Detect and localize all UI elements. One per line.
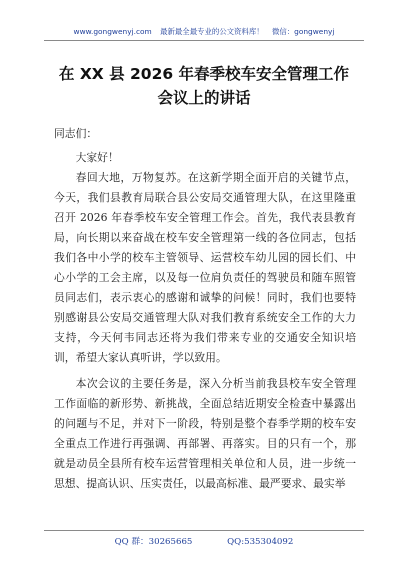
site-url-link[interactable]: www.gongwenyj.com xyxy=(73,27,152,36)
footer-divider xyxy=(44,530,364,531)
wechat-id: gongwenyj xyxy=(294,27,335,36)
salutation: 同志们： xyxy=(54,127,98,140)
wechat-contact xyxy=(272,27,334,36)
header-divider xyxy=(44,40,364,41)
document-body xyxy=(54,124,356,494)
title-line-2: 会议上的讲话 xyxy=(157,89,251,107)
qq-group-contact: QQ 群：30265665 xyxy=(114,537,193,547)
site-tagline: 最新最全最专业的公文资料库！ xyxy=(160,27,264,36)
paragraph-1: 春回大地，万物复苏。在这新学期全面开启的关键节点，今天，我们县教育局联合县公安局交通管理大队，在这里隆重召开 2026 年春季校车安全管理工作会。首先，我代表县教育局，向长期以来奋战在校车安全管理第一线的各位同志，包括我们各中小学的校车主管领导、运营校车幼儿园的园长们、中心小学的工会主席，以及每一位肩负责任的驾驶员和随车照管员同志们，表示衷心的感谢和诚挚的问候！同时，我们也要特别感谢县公安局交通管理大队对我们教育系统安全工作的大力支持，今天何韦同志还将为我们带来专业的交通安全知识培训，希望大家认真听讲，学以致用。 xyxy=(54,171,356,364)
document-title xyxy=(20,62,388,110)
page-header xyxy=(0,27,408,37)
qq-contact: QQ:535304092 xyxy=(227,537,294,547)
wechat-label: 微信： xyxy=(271,27,295,36)
page-footer xyxy=(0,536,408,548)
title-line-1: 在 XX 县 2026 年春季校车安全管理工作 xyxy=(58,65,350,83)
paragraph-2: 本次会议的主要任务是，深入分析当前我县校车安全管理工作面临的新形势、新挑战，全面总结近期安全检查中暴露出的问题与不足，并对下一阶段，特别是整个春季学期的校车安全重点工作进行再强调、再部署、再落实。目的只有一个，那就是动员全县所有校车运营管理相关单位和人员，进一步统一思想、提高认识、压实责任，以最高标准、最严要求、最实举 xyxy=(54,377,356,490)
greeting: 大家好！ xyxy=(75,151,119,164)
